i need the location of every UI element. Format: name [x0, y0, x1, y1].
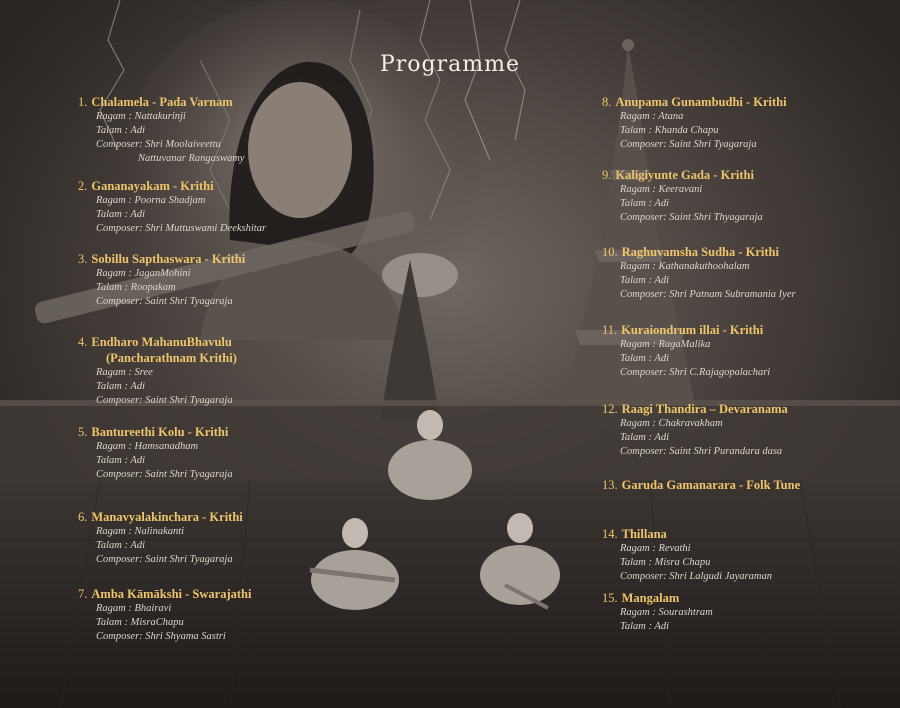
- programme-item: [602, 167, 892, 225]
- item-title-text: Chalamela - Pada Varnam: [91, 95, 233, 109]
- item-number: 2.: [78, 179, 88, 193]
- item-title: [602, 94, 892, 110]
- programme-item: [602, 322, 892, 380]
- item-detail: Ragam : Atana: [620, 111, 684, 122]
- item-title-text: Manavyalakinchara - Krithi: [91, 510, 243, 524]
- item-title-text: Mangalam: [621, 591, 680, 605]
- programme-item: [602, 244, 892, 302]
- item-detail: Talam : Adi: [620, 432, 670, 443]
- item-title: [602, 526, 892, 542]
- item-title-text: Gananayakam - Krithi: [91, 179, 214, 193]
- item-detail: Ragam : Chakravakham: [620, 418, 723, 429]
- item-title-text: Amba Kāmākshi - Swarajathi: [91, 587, 252, 601]
- item-detail: Composer: Saint Shri Tyagaraja: [96, 554, 233, 565]
- item-detail: Ragam : JaganMohini: [96, 268, 191, 279]
- item-detail: Talam : Misra Chapu: [620, 557, 711, 568]
- programme-item: [78, 251, 398, 309]
- item-number: 11.: [602, 323, 618, 337]
- item-detail: Talam : Roopakam: [96, 282, 176, 293]
- item-detail: Talam : Adi: [620, 621, 670, 632]
- item-title: [602, 477, 892, 493]
- programme-item: [78, 586, 398, 644]
- item-detail: Talam : Adi: [620, 353, 670, 364]
- item-title: [602, 244, 892, 260]
- item-number: 15.: [602, 591, 618, 605]
- item-title: [602, 590, 892, 606]
- item-detail: Ragam : Revathi: [620, 543, 691, 554]
- item-title: [78, 424, 398, 440]
- item-number: 1.: [78, 95, 88, 109]
- item-detail: Ragam : Kathanakuthoohalam: [620, 261, 750, 272]
- item-subtitle: (Pancharathnam Krithi): [106, 351, 237, 365]
- item-title: [78, 94, 398, 110]
- item-title-text: Endharo MahanuBhavulu: [91, 335, 232, 349]
- item-detail: Composer: Saint Shri Tyagaraja: [96, 395, 233, 406]
- programme-item: [78, 178, 398, 236]
- item-detail: Talam : Khanda Chapu: [620, 125, 719, 136]
- item-number: 9.: [602, 168, 612, 182]
- item-title-text: Thillana: [621, 527, 667, 541]
- item-title-text: Garuda Gamanarara - Folk Tune: [621, 478, 801, 492]
- item-detail: Talam : Adi: [96, 209, 146, 220]
- item-detail: Ragam : Nalinakanti: [96, 526, 185, 537]
- item-title-text: Raagi Thandira – Devaranama: [621, 402, 788, 416]
- item-detail: Composer: Shri Shyama Sastri: [96, 631, 226, 642]
- item-number: 12.: [602, 402, 618, 416]
- item-detail: Talam : Adi: [620, 275, 670, 286]
- item-number: 14.: [602, 527, 618, 541]
- item-detail: Ragam : Nattakurinji: [96, 111, 186, 122]
- item-detail: Composer: Shri Lalgudi Jayaraman: [620, 571, 772, 582]
- item-detail: Composer: Saint Shri Tyagaraja: [96, 296, 233, 307]
- item-detail: Ragam : Hamsanadham: [96, 441, 199, 452]
- item-title-text: Sobillu Sapthaswara - Krithi: [91, 252, 246, 266]
- item-number: 13.: [602, 478, 618, 492]
- item-number: 6.: [78, 510, 88, 524]
- item-title: [602, 167, 892, 183]
- item-title: [78, 509, 398, 525]
- item-number: 4.: [78, 335, 88, 349]
- item-detail: Composer: Shri C.Rajagopalachari: [620, 367, 771, 378]
- item-detail: Composer: Saint Shri Purandara dasa: [620, 446, 783, 457]
- item-title-text: Bantureethi Kolu - Krithi: [91, 425, 229, 439]
- item-detail: Talam : Adi: [96, 381, 146, 392]
- item-detail: Composer: Shri Muttuswami Deekshitar: [96, 223, 267, 234]
- item-title-text: Anupama Gunambudhi - Krithi: [615, 95, 787, 109]
- item-title: [602, 401, 892, 417]
- item-number: 8.: [602, 95, 612, 109]
- item-detail: Talam : Adi: [620, 198, 670, 209]
- item-number: 3.: [78, 252, 88, 266]
- programme-item: [602, 526, 892, 584]
- item-detail: Ragam : RagaMalika: [620, 339, 711, 350]
- item-detail: Composer: Saint Shri Thyagaraja: [620, 212, 763, 223]
- programme-item: [602, 94, 892, 152]
- programme-item: [602, 401, 892, 459]
- item-number: 7.: [78, 587, 88, 601]
- item-detail: Ragam : Keeravani: [620, 184, 703, 195]
- item-title: [602, 322, 892, 338]
- item-number: 5.: [78, 425, 88, 439]
- item-title-text: Kaligiyunte Gada - Krithi: [615, 168, 754, 182]
- programme-item: [78, 334, 398, 408]
- item-detail: Composer: Saint Shri Tyagaraja: [96, 469, 233, 480]
- item-number: 10.: [602, 245, 618, 259]
- page-title: Programme: [379, 52, 521, 77]
- programme-item: [78, 509, 398, 567]
- item-title-text: Kuraiondrum illai - Krithi: [621, 323, 764, 337]
- programme-item: [602, 477, 892, 493]
- item-title-text: Raghuvamsha Sudha - Krithi: [621, 245, 779, 259]
- item-detail: Nattuvanar Rangaswamy: [138, 153, 245, 164]
- item-detail: Ragam : Bhairavi: [96, 603, 172, 614]
- item-detail: Talam : MisraChapu: [96, 617, 184, 628]
- programme-item: [78, 424, 398, 482]
- item-title: [78, 586, 398, 602]
- item-detail: Ragam : Sourashtram: [620, 607, 713, 618]
- item-detail: Composer: Saint Shri Tyagaraja: [620, 139, 757, 150]
- item-title: [78, 178, 398, 194]
- item-detail: Talam : Adi: [96, 125, 146, 136]
- item-title: [78, 251, 398, 267]
- item-detail: Ragam : Sree: [96, 367, 153, 378]
- item-detail: Composer: Shri Patnam Subramania Iyer: [620, 289, 796, 300]
- item-detail: Talam : Adi: [96, 455, 146, 466]
- programme-item: [602, 590, 892, 634]
- item-detail: Ragam : Poorna Shadjam: [96, 195, 206, 206]
- item-detail: Talam : Adi: [96, 540, 146, 551]
- item-detail: Composer: Shri Moolaiveettu: [96, 139, 221, 150]
- item-title: [78, 334, 398, 350]
- programme-item: [78, 94, 398, 166]
